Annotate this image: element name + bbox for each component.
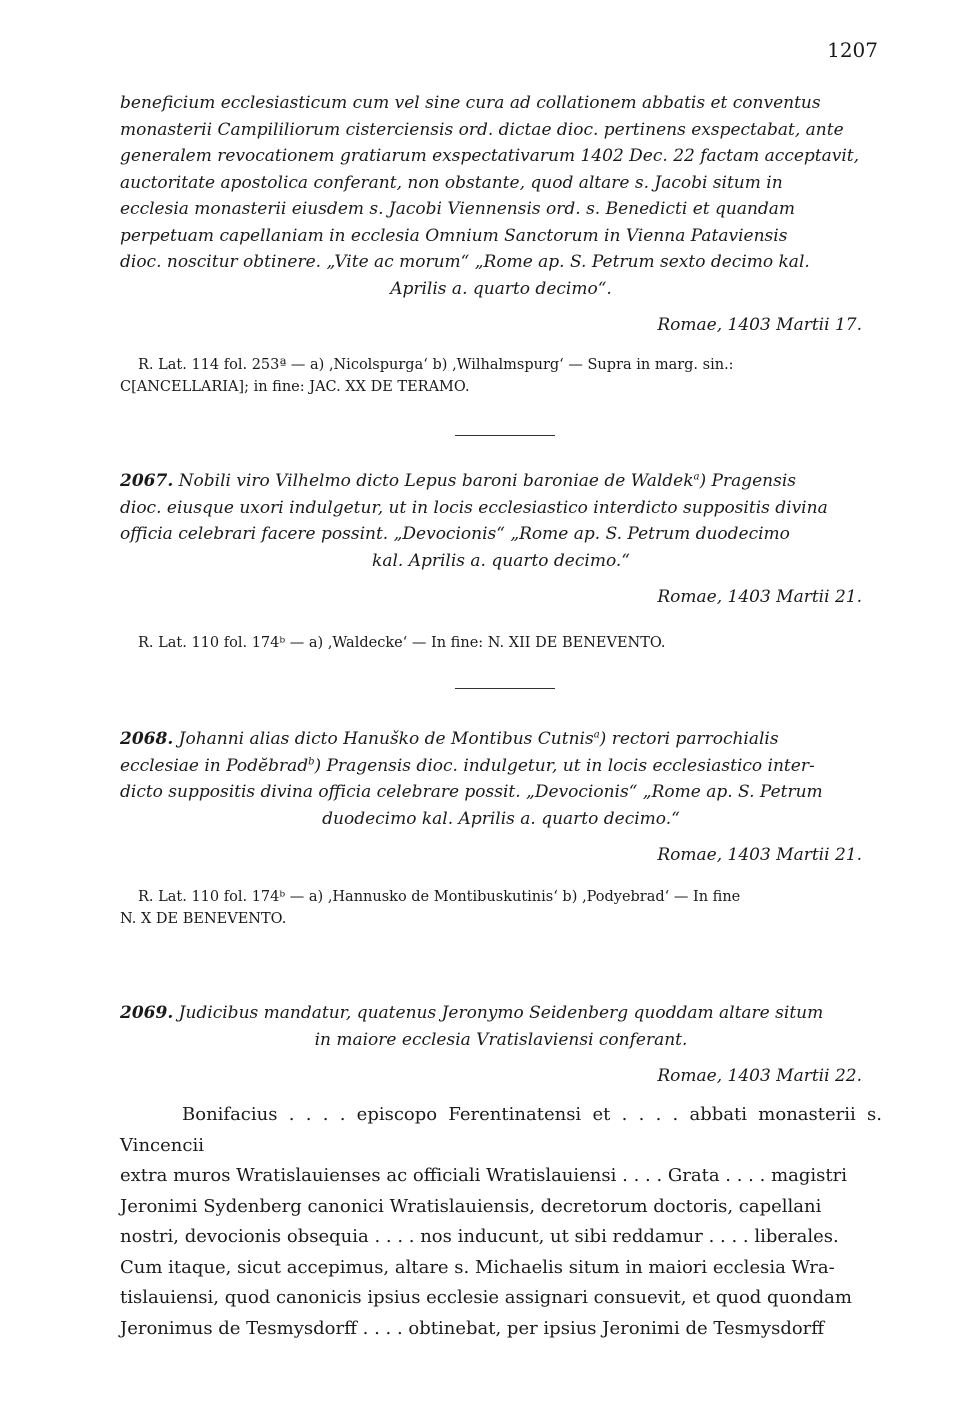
entry-title: Judicibus mandatur, quatenus Jeronymo Seidenberg quoddam altare situm bbox=[178, 1003, 824, 1023]
footnote-marker: a bbox=[693, 471, 700, 483]
document-prose bbox=[120, 1100, 882, 1344]
text-line-centered: in maiore ecclesia Vratislaviensi conferant. bbox=[314, 1029, 688, 1050]
note-line: R. Lat. 114 fol. 253ª — a) ‚Nicolspurga‘ b) ‚Wilhalmspurg‘ — Supra in marg. sin.: bbox=[138, 357, 734, 373]
entry-title: Johanni alias dicto Hanuško de Montibus Cutnis bbox=[178, 729, 594, 749]
text-line: dicto suppositis divina officia celebrare possit. „Devocionis“ „Rome ap. S. Petrum bbox=[120, 782, 823, 802]
note-line: R. Lat. 110 fol. 174ᵇ — a) ‚Waldecke‘ — In fine: N. XII DE BENEVENTO. bbox=[138, 635, 666, 651]
text-line: monasterii Campililiorum cisterciensis ord. dictae dioc. pertinens exspectabat, ante bbox=[120, 119, 844, 140]
entry-2067 bbox=[120, 468, 882, 611]
prose-line: Cum itaque, sicut accepimus, altare s. Michaelis situm in maiori ecclesia Wra- bbox=[120, 1256, 835, 1278]
text-line: dioc. noscitur obtinere. „Vite ac morum“ „Rome ap. S. Petrum sexto decimo kal. bbox=[120, 252, 810, 272]
text-line-end: ) Pragensis dioc. indulgetur, ut in locis ecclesiastico inter- bbox=[314, 755, 815, 776]
entry-2069 bbox=[120, 1000, 882, 1090]
entry-date: Romae, 1403 Martii 22. bbox=[657, 1066, 862, 1086]
text-line-centered: kal. Aprilis a. quarto decimo.“ bbox=[372, 550, 630, 571]
text-line: officia celebrari facere possint. „Devocionis“ „Rome ap. S. Petrum duodecimo bbox=[120, 524, 790, 544]
entry-footnote bbox=[120, 886, 882, 930]
prose-line: nostri, devocionis obsequia . . . . nos inducunt, ut sibi reddamur . . . . liberales. bbox=[120, 1226, 839, 1247]
text-line: ecclesiae in Podĕbrad bbox=[120, 755, 309, 776]
page-number: 1207 bbox=[827, 38, 878, 62]
entry-date: Romae, 1403 Martii 21. bbox=[657, 845, 862, 865]
entry-date: Romae, 1403 Martii 17. bbox=[657, 315, 862, 335]
text-line: beneficium ecclesiasticum cum vel sine cura ad collationem abbatis et conventus bbox=[120, 93, 821, 113]
note-line: N. X DE BENEVENTO. bbox=[120, 911, 287, 927]
entry-footnote bbox=[120, 354, 882, 398]
section-divider bbox=[455, 435, 555, 436]
text-line: ecclesia monasterii eiusdem s. Jacobi Viennensis ord. s. Benedicti et quandam bbox=[120, 199, 796, 219]
text-line: perpetuam capellaniam in ecclesia Omnium Sanctorum in Vienna Pataviensis bbox=[120, 225, 788, 246]
entry-title-end: ) rectori parrochialis bbox=[599, 729, 779, 749]
entry-continuation-text bbox=[120, 90, 882, 339]
prose-line: Jeronimus de Tesmysdorff . . . . obtinebat, per ipsius Jeronimi de Tesmysdorff bbox=[120, 1317, 825, 1339]
prose-line: Bonifacius . . . . episcopo Ferentinatensi et . . . . abbati monasterii s. Vincencii bbox=[120, 1104, 882, 1156]
entry-2068 bbox=[120, 726, 882, 869]
entry-title-end: ) Pragensis bbox=[699, 471, 797, 491]
note-line: C[ANCELLARIA]; in fine: JAC. XX DE TERAMO. bbox=[120, 379, 470, 395]
footnote-marker: b bbox=[308, 755, 315, 767]
text-line: dioc. eiusque uxori indulgetur, ut in locis ecclesiastico interdicto suppositis divina bbox=[120, 497, 828, 518]
entry-number: 2069. bbox=[120, 1003, 174, 1023]
section-divider bbox=[455, 688, 555, 689]
entry-title: Nobili viro Vilhelmo dicto Lepus baroni baroniae de Waldek bbox=[178, 471, 694, 491]
entry-number: 2068. bbox=[120, 729, 174, 749]
prose-line: extra muros Wratislauienses ac officiali Wratislauiensi . . . . Grata . . . . magistri bbox=[120, 1165, 847, 1186]
text-line: generalem revocationem gratiarum exspectativarum 1402 Dec. 22 factam acceptavit, bbox=[120, 146, 860, 166]
prose-line: Jeronimi Sydenberg canonici Wratislauiensis, decretorum doctoris, capellani bbox=[120, 1195, 822, 1217]
note-line: R. Lat. 110 fol. 174ᵇ — a) ‚Hannusko de Montibuskutinis‘ b) ‚Podyebrad‘ — In fine bbox=[138, 889, 741, 905]
text-line-centered: Aprilis a. quarto decimo“. bbox=[390, 278, 612, 299]
text-line-centered: duodecimo kal. Aprilis a. quarto decimo.“ bbox=[322, 808, 680, 829]
prose-line: tislauiensi, quod canonicis ipsius ecclesie assignari consuevit, et quod quondam bbox=[120, 1287, 852, 1308]
entry-date: Romae, 1403 Martii 21. bbox=[657, 587, 862, 607]
text-line: auctoritate apostolica conferant, non obstante, quod altare s. Jacobi situm in bbox=[120, 172, 783, 193]
entry-footnote bbox=[120, 632, 882, 654]
footnote-marker: a bbox=[593, 729, 600, 741]
entry-number: 2067. bbox=[120, 471, 174, 491]
